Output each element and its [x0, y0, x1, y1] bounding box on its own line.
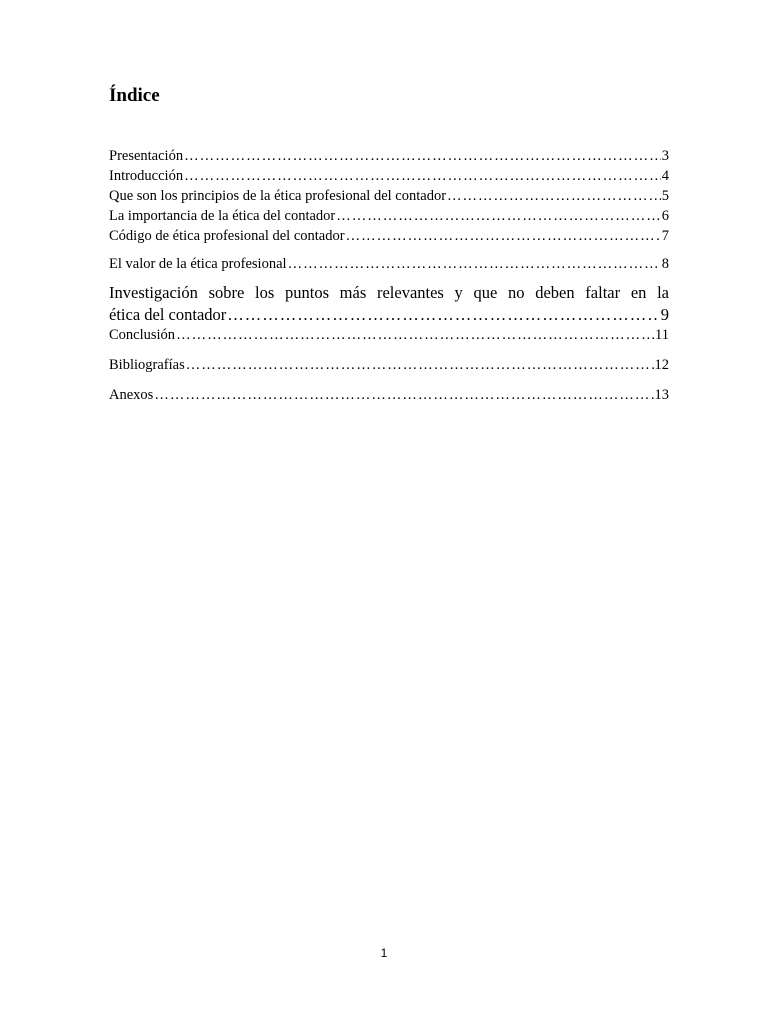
- toc-entry-page: 3: [661, 148, 669, 164]
- toc-entry-bibliografias[interactable]: [109, 355, 669, 375]
- toc-entry-page: 13: [654, 387, 669, 403]
- table-of-contents: [109, 146, 669, 405]
- toc-entry-page: 11: [655, 327, 669, 343]
- toc-entry-principios[interactable]: [109, 186, 669, 206]
- toc-entry-page: 12: [654, 357, 669, 373]
- toc-entry-page: 7: [661, 228, 669, 244]
- toc-entry-page: 8: [661, 256, 669, 272]
- toc-entry-title: Código de ética profesional del contador: [109, 228, 345, 244]
- toc-entry-anexos[interactable]: [109, 385, 669, 405]
- toc-entry-importancia[interactable]: [109, 206, 669, 226]
- toc-entry-page: 6: [661, 208, 669, 224]
- toc-entry-title: Que son los principios de la ética profesional del contador: [109, 188, 447, 204]
- toc-entry-title: Anexos: [109, 387, 154, 403]
- toc-leader-dots: [154, 385, 653, 405]
- toc-entry-conclusion[interactable]: [109, 325, 669, 345]
- toc-entry-investigacion[interactable]: [109, 282, 669, 325]
- toc-entry-codigo[interactable]: [109, 226, 669, 246]
- toc-entry-title: Presentación: [109, 148, 184, 164]
- page-number: 1: [380, 946, 388, 960]
- toc-entry-title-line1: Investigación sobre los puntos más relevantes y que no deben faltar en la: [109, 283, 669, 302]
- toc-entry-presentacion[interactable]: [109, 146, 669, 166]
- toc-leader-dots: [336, 206, 660, 226]
- toc-entry-valor[interactable]: [109, 254, 669, 274]
- toc-entry-page: 5: [661, 188, 669, 204]
- toc-entry-title: La importancia de la ética del contador: [109, 208, 336, 224]
- toc-leader-dots: [176, 325, 654, 345]
- toc-leader-dots: [184, 166, 661, 186]
- toc-entry-title: El valor de la ética profesional: [109, 256, 287, 272]
- page-title: Índice: [109, 85, 160, 106]
- toc-leader-dots: [447, 186, 661, 206]
- toc-entry-title: Conclusión: [109, 327, 176, 343]
- toc-entry-page: 9: [660, 305, 669, 324]
- toc-entry-title: Bibliografías: [109, 357, 185, 373]
- toc-entry-introduccion[interactable]: [109, 166, 669, 186]
- toc-leader-dots: [288, 254, 661, 274]
- toc-leader-dots: [186, 355, 654, 375]
- toc-leader-dots: [346, 226, 661, 246]
- toc-entry-page: 4: [661, 168, 669, 184]
- toc-entry-title: Introducción: [109, 168, 184, 184]
- toc-entry-title-line2: ética del contador: [109, 305, 227, 324]
- toc-leader-dots: [227, 304, 659, 325]
- toc-leader-dots: [184, 146, 661, 166]
